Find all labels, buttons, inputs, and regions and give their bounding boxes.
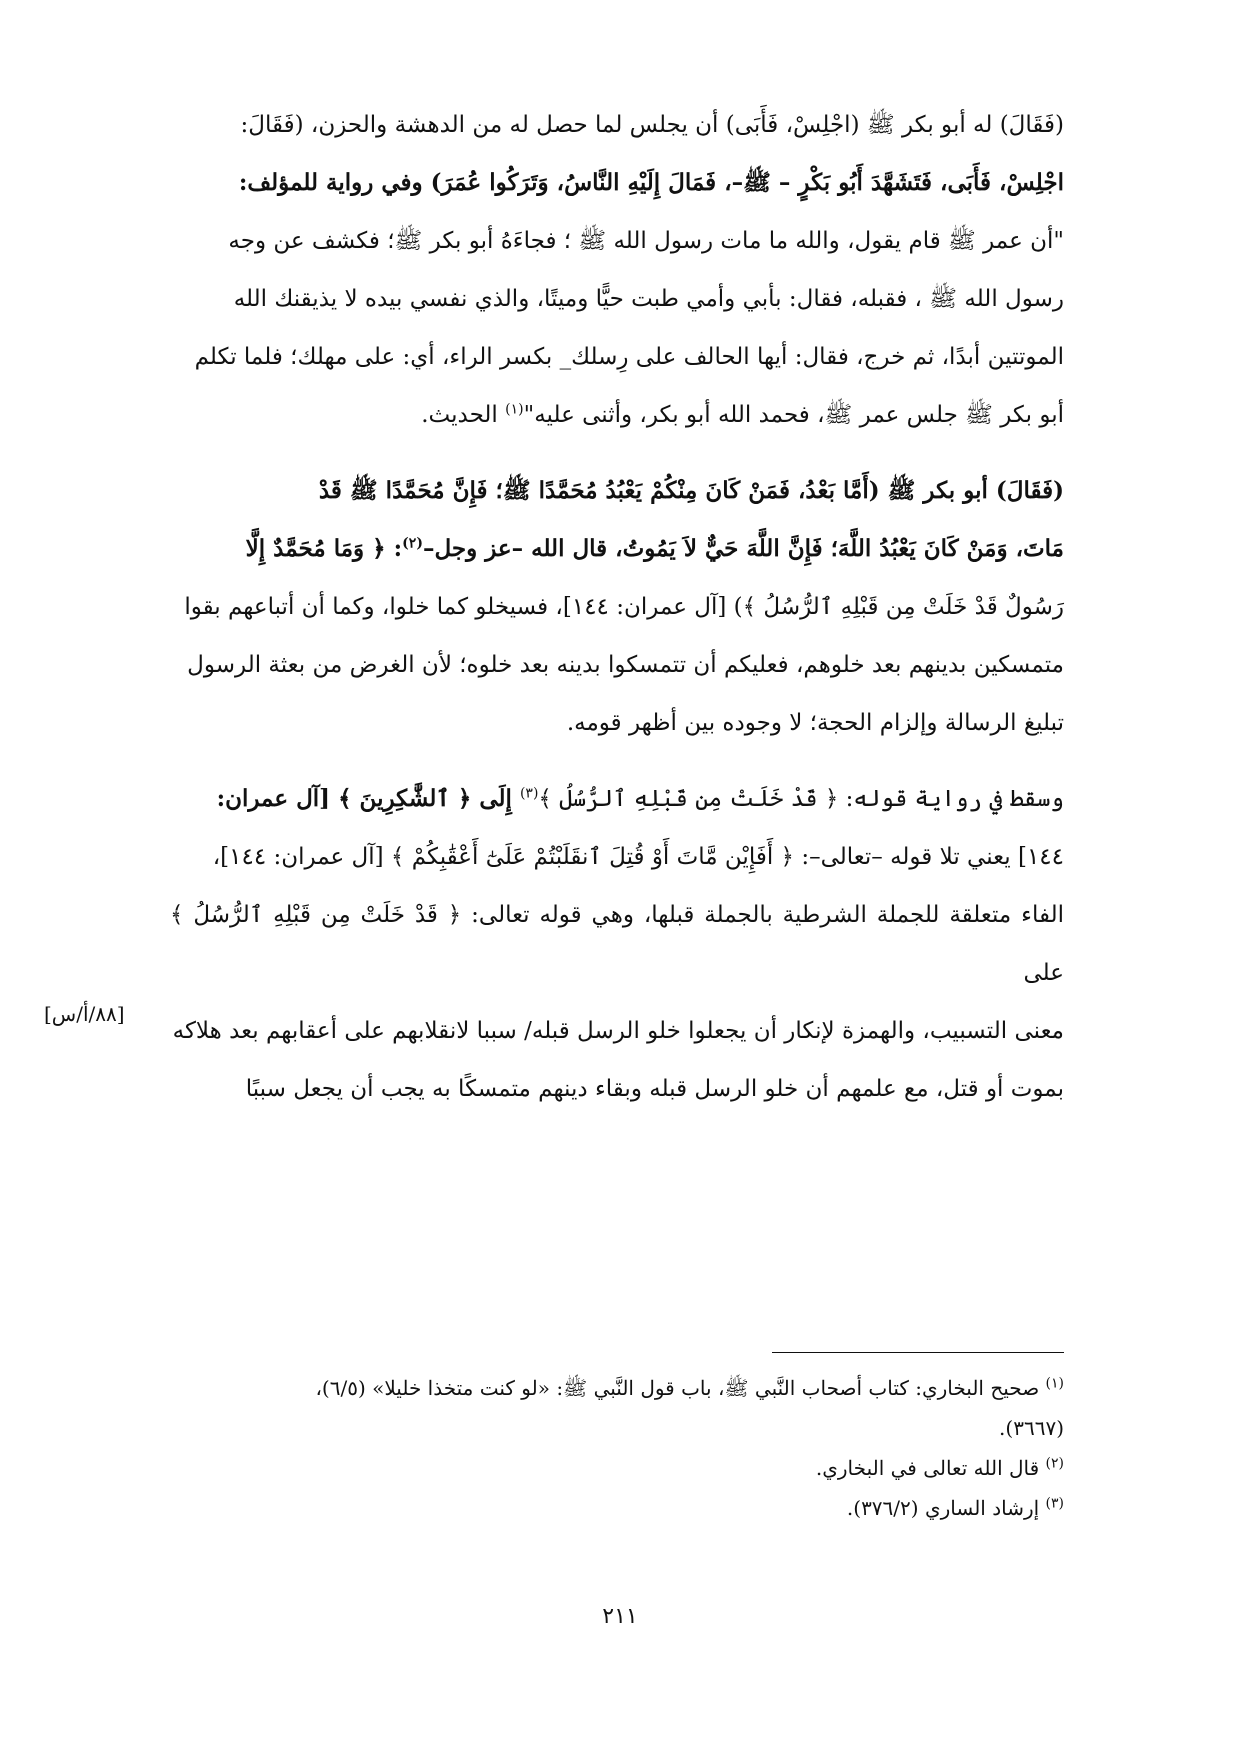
text-segment: الحديث. bbox=[421, 402, 506, 428]
footnote-divider bbox=[772, 1352, 1064, 1353]
text-line: (فَقَالَ) أبو بكر ﷺ (أَمَّا بَعْدُ، فَمَنْ كَانَ مِنْكُمْ يَعْبُدُ مُحَمَّدًا ﷺ؛ فَإِنَّ مُحَمَّدًا ﷺ قَدْ bbox=[318, 477, 1064, 504]
text-line: اجْلِسْ، فَأَبَى، فَتَشَهَّدَ أَبُو بَكْرٍ – ﷺ–، فَمَالَ إِلَيْهِ النَّاسُ، وَتَرَكُوا عُمَرَ) وفي رواية للمؤلف: bbox=[238, 169, 1064, 196]
text-line: تبليغ الرسالة وإلزام الحجة؛ لا وجوده بين أظهر قومه. bbox=[566, 710, 1064, 736]
paragraph-3 bbox=[170, 770, 1064, 1118]
text-line: الفاء متعلقة للجملة الشرطية بالجملة قبلها، وهي قوله تعالى: ﴿ قَدْ خَلَتْ مِن قَبْلِهِ ٱلرُّسُلُ ﴾ على bbox=[170, 902, 1064, 986]
text-line: "أن عمر ﷺ قام يقول، والله ما مات رسول الله ﷺ ؛ فجاءَهُ أبو بكر ﷺ؛ فكشف عن وجه bbox=[228, 228, 1064, 254]
footnote-text: صحيح البخاري: كتاب أصحاب النَّبي ﷺ، باب قول النَّبي ﷺ: «لو كنت متخذا خليلا» (٦/٥)، bbox=[315, 1376, 1040, 1400]
paragraph-2 bbox=[170, 462, 1064, 752]
text-line bbox=[170, 386, 1064, 444]
text-line: معنى التسبيب، والهمزة لإنكار أن يجعلوا خلو الرسل قبله/ سببا لانقلابهم على أعقابهم بعد هلاكه bbox=[172, 1018, 1064, 1044]
footnote-text: قال الله تعالى في البخاري. bbox=[815, 1456, 1040, 1480]
text-line: بموت أو قتل، مع علمهم أن خلو الرسل قبله وبقاء دينهم متمسكًا به يجب أن يجعل سببًا bbox=[245, 1076, 1064, 1102]
text-line: متمسكين بدينهم بعد خلوهم، فعليكم أن تتمسكوا بدينه بعد خلوه؛ لأن الغرض من بعثة الرسول bbox=[187, 652, 1064, 678]
marginal-note: [٨٨/أ/س] bbox=[44, 1002, 125, 1026]
footnote-item bbox=[170, 1368, 1064, 1408]
footnote-number: (٢) bbox=[1045, 1455, 1064, 1472]
text-segment: إِلَى ﴿ ٱلشَّٰكِرِينَ ﴾ [آل عمران: bbox=[216, 785, 520, 812]
footnote-number: (١) bbox=[1045, 1375, 1064, 1392]
footnote-ref[interactable]: (١) bbox=[505, 401, 524, 418]
footnote-item bbox=[170, 1488, 1064, 1528]
footnote-ref[interactable]: (٣) bbox=[519, 785, 539, 802]
page-number: ٢١١ bbox=[602, 1604, 638, 1629]
text-line bbox=[170, 520, 1064, 578]
text-line: الموتتين أبدًا، ثم خرج، فقال: أيها الحالف على رِسلك_ بكسر الراء، أي: على مهلك؛ فلما تكلم bbox=[194, 344, 1064, 370]
text-line bbox=[170, 770, 1064, 828]
text-segment: وسقط في رواية قوله: ﴿ قَدْ خَلَتْ مِن قَبْلِهِ ٱلرُّسُلُ ﴾ bbox=[538, 786, 1064, 812]
text-segment: مَاتَ، وَمَنْ كَانَ يَعْبُدُ اللَّهَ؛ فَإِنَّ اللَّهَ حَيٌّ لاَ يَمُوتُ، قال الله –عز وجل– bbox=[422, 535, 1064, 562]
text-segment: : ﴿ وَمَا مُحَمَّدٌ إِلَّا bbox=[245, 535, 403, 562]
footnote-text: إرشاد الساري (٣٧٦/٢). bbox=[846, 1496, 1040, 1520]
footnote-ref[interactable]: (٢) bbox=[402, 535, 423, 552]
footnote-continuation: (٣٦٦٧). bbox=[999, 1416, 1064, 1440]
text-line: رَسُولٌ قَدْ خَلَتْ مِن قَبْلِهِ ٱلرُّسُلُ ﴾) [آل عمران: ١٤٤]، فسيخلو كما خلوا، وكما أن أتباعهم بقوا bbox=[184, 594, 1064, 620]
footnote-item bbox=[170, 1448, 1064, 1488]
footnote-number: (٣) bbox=[1045, 1495, 1064, 1512]
text-line: ١٤٤] يعني تلا قوله –تعالى–: ﴿ أَفَإِيْن مَّاتَ أَوْ قُتِلَ ٱنقَلَبْتُمْ عَلَىٰٓ أَعْقَٰبِكُمْ ﴾ [آل عمران: ١٤٤]، bbox=[212, 844, 1064, 870]
footnotes bbox=[170, 1368, 1064, 1528]
text-line: رسول الله ﷺ ، فقبله، فقال: بأبي وأمي طبت حيًّا وميتًا، والذي نفسي بيده لا يذيقنك الله bbox=[233, 286, 1064, 312]
main-text bbox=[170, 96, 1064, 1136]
text-line: (فَقَالَ) له أبو بكر ﷺ (اجْلِسْ، فَأَبَى) أن يجلس لما حصل له من الدهشة والحزن، (فَقَالَ: bbox=[240, 112, 1064, 138]
text-segment: أبو بكر ﷺ جلس عمر ﷺ، فحمد الله أبو بكر، وأثنى عليه" bbox=[523, 402, 1064, 428]
paragraph-1 bbox=[170, 96, 1064, 444]
